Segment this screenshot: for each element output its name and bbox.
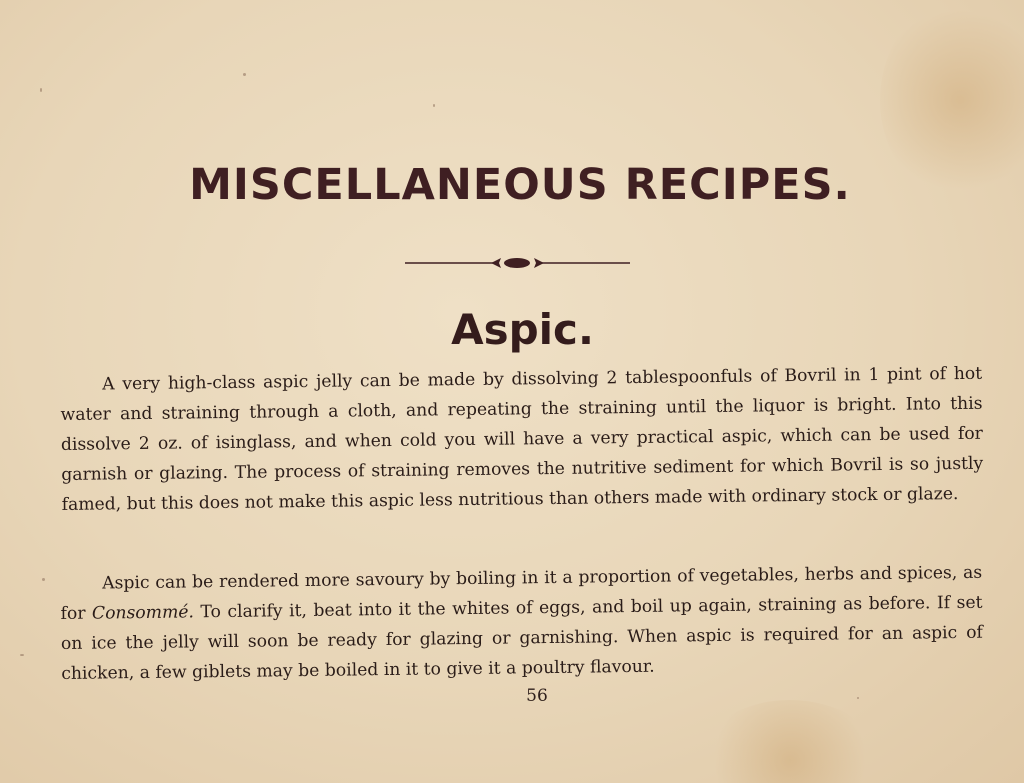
paper-speck xyxy=(243,73,246,76)
paper-speck xyxy=(42,578,45,581)
paper-speck xyxy=(433,104,435,107)
recipe-paragraph-1: A very high-class aspic jelly can be made by dissolving 2 tablespoonfuls of Bovril in 1 pint of hot water and straining through a cloth, and repeating the straining until the liquor is bright. Into this dissolve 2 oz. of isinglass, and when cold you will have a very practical aspic, which can be used for garnish or glazing. The process of straining removes the nutritive sediment for which Bovril is so justly famed, but this does not make this aspic less nutritious than others made with ordinary stock or glaze. xyxy=(60,363,984,515)
consomme-italic: Consommé. xyxy=(91,602,195,624)
paper-speck xyxy=(857,697,859,699)
paper-speck xyxy=(20,654,24,656)
paper-stain xyxy=(700,700,880,783)
paper-speck xyxy=(40,88,42,92)
arrow-ornament-divider-icon xyxy=(405,254,630,272)
chapter-heading: MISCELLANEOUS RECIPES. xyxy=(189,160,851,210)
page-number: 56 xyxy=(526,686,548,706)
recipe-title: Aspic. xyxy=(451,305,594,354)
recipe-paragraph-2 xyxy=(60,558,983,689)
paragraph-2-text-start: Aspic can be rendered more savoury by boiling in it a proportion of vegetables, herbs and spices, as for xyxy=(60,562,983,624)
paper-stain xyxy=(880,0,1024,200)
paragraph-2-text-end: To clarify it, beat into it the whites of eggs, and boil up again, straining as before. If set on ice the jelly will soon be ready for glazing or garnishing. When aspic is required for an aspic of chicken, a few giblets may be boiled in it to give it a poultry flavour. xyxy=(60,592,983,684)
